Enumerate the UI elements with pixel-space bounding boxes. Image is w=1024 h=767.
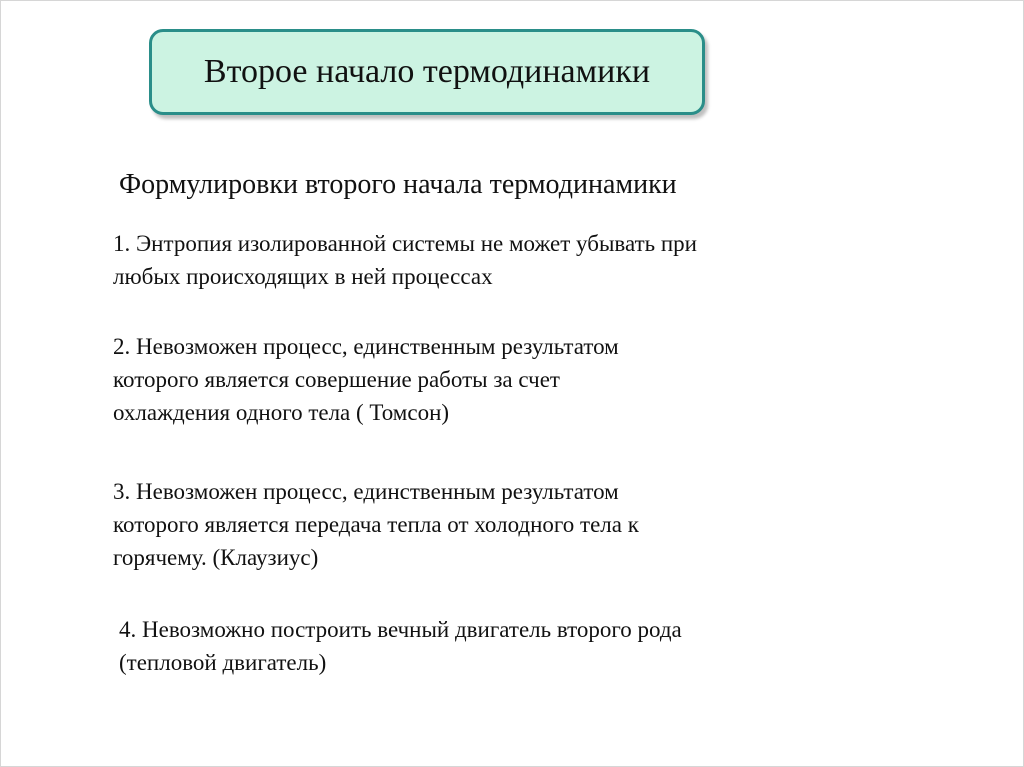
- formulation-line: горячему. (Клаузиус): [113, 545, 319, 570]
- formulation-line: которого является передача тепла от холодного тела к: [113, 512, 639, 537]
- formulation-line: 1. Энтропия изолированной системы не может убывать при: [113, 231, 697, 256]
- formulation-4: [119, 613, 682, 679]
- formulation-line: охлаждения одного тела ( Томсон): [113, 400, 450, 425]
- formulation-2: [113, 330, 619, 429]
- formulation-3: [113, 475, 639, 574]
- formulation-line: 4. Невозможно построить вечный двигатель второго рода: [119, 617, 682, 642]
- formulation-line: любых происходящих в ней процессах: [113, 264, 493, 289]
- subtitle: Формулировки второго начала термодинамики: [119, 169, 677, 200]
- formulation-line: 3. Невозможен процесс, единственным результатом: [113, 479, 619, 504]
- slide-title: Второе начало термодинамики: [203, 53, 651, 90]
- formulation-1: [113, 227, 697, 293]
- formulation-line: (тепловой двигатель): [119, 650, 327, 675]
- title-box: [149, 29, 705, 115]
- formulation-line: которого является совершение работы за счет: [113, 367, 560, 392]
- formulation-line: 2. Невозможен процесс, единственным результатом: [113, 334, 619, 359]
